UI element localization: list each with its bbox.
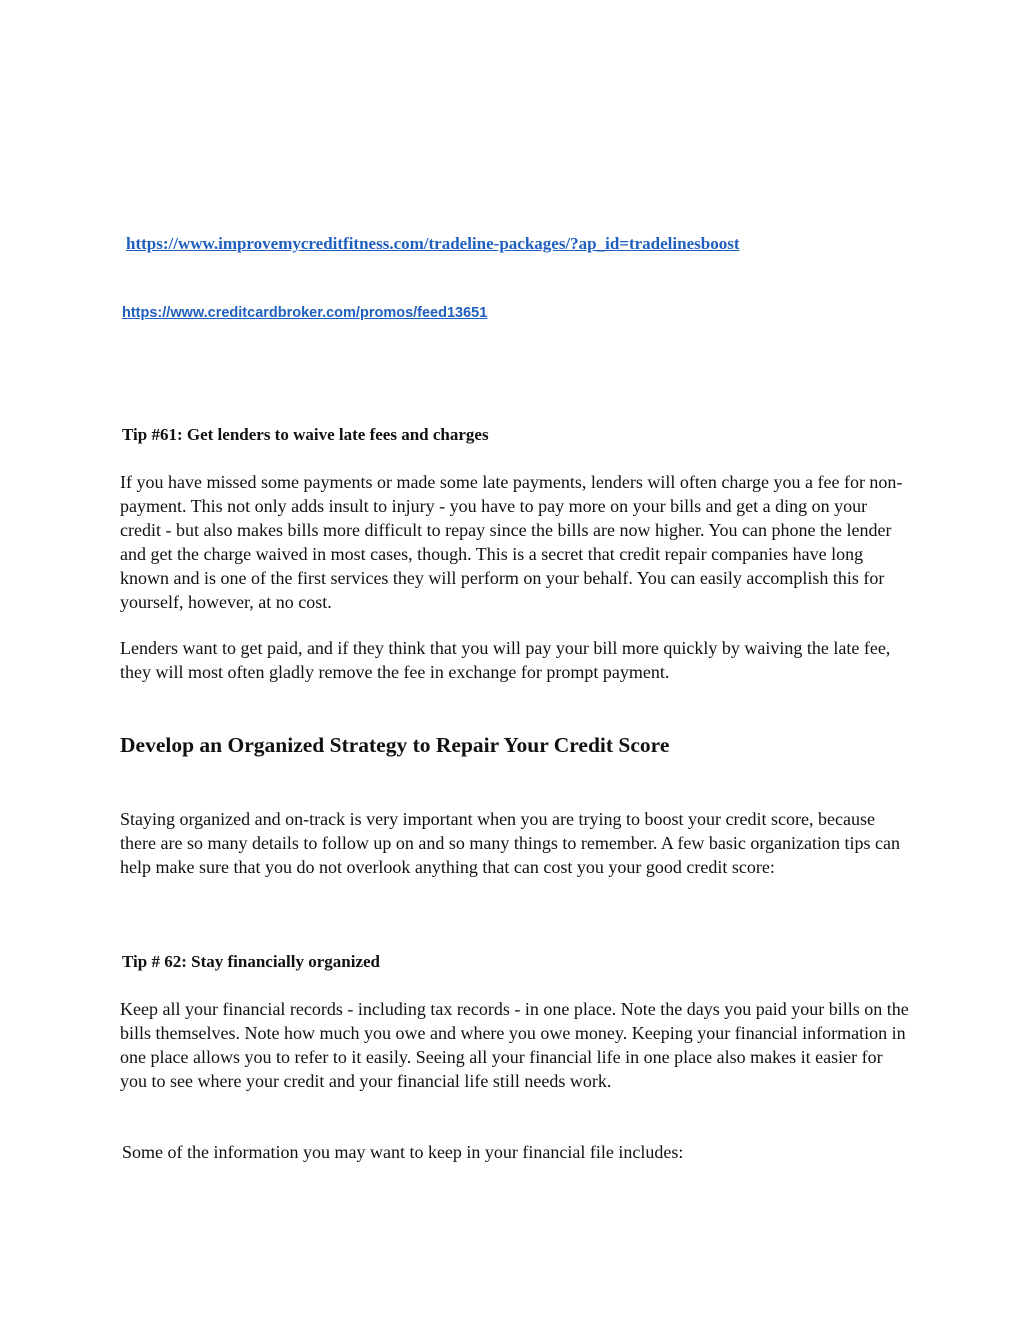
tip-62-paragraph-2: Some of the information you may want to keep in your financial file includes: (122, 1142, 684, 1162)
tip-62-paragraph-1: Keep all your financial records - including tax records - in one place. Note the days you paid your bills on the bills themselves. Note how much you owe and where you owe money. Keeping your financial information in one place allows you to refer to it easily. Seeing all your financial life in one place also makes it easier for you to see where your credit and your financial life still needs work. (120, 999, 909, 1091)
section-heading: Develop an Organized Strategy to Repair Your Credit Score (120, 733, 670, 757)
tip-62-heading: Tip # 62: Stay financially organized (122, 952, 381, 971)
section-paragraph: Staying organized and on-track is very important when you are trying to boost your credit score, because there are so many details to follow up on and so many things to remember. A few basic organization tips can help make sure that you do not overlook anything that can cost you your good credit score: (120, 809, 900, 877)
tradeline-packages-link[interactable]: https://www.improvemycreditfitness.com/tradeline-packages/?ap_id=tradelinesboost (126, 234, 740, 253)
tip-61-paragraph-2: Lenders want to get paid, and if they think that you will pay your bill more quickly by waiving the late fee, they will most often gladly remove the fee in exchange for prompt payment. (120, 638, 891, 682)
credit-card-broker-link[interactable]: https://www.creditcardbroker.com/promos/feed13651 (122, 305, 488, 321)
tip-61-heading: Tip #61: Get lenders to waive late fees and charges (122, 425, 489, 444)
tip-61-paragraph-1: If you have missed some payments or made some late payments, lenders will often charge you a fee for non-payment. This not only adds insult to injury - you have to pay more on your bills and get a ding on your credit - but also makes bills more difficult to repay since the bills are now higher. You can phone the lender and get the charge waived in most cases, though. This is a secret that credit repair companies have long known and is one of the first services they will perform on your behalf. You can easily accomplish this for yourself, however, at no cost. (120, 472, 903, 612)
